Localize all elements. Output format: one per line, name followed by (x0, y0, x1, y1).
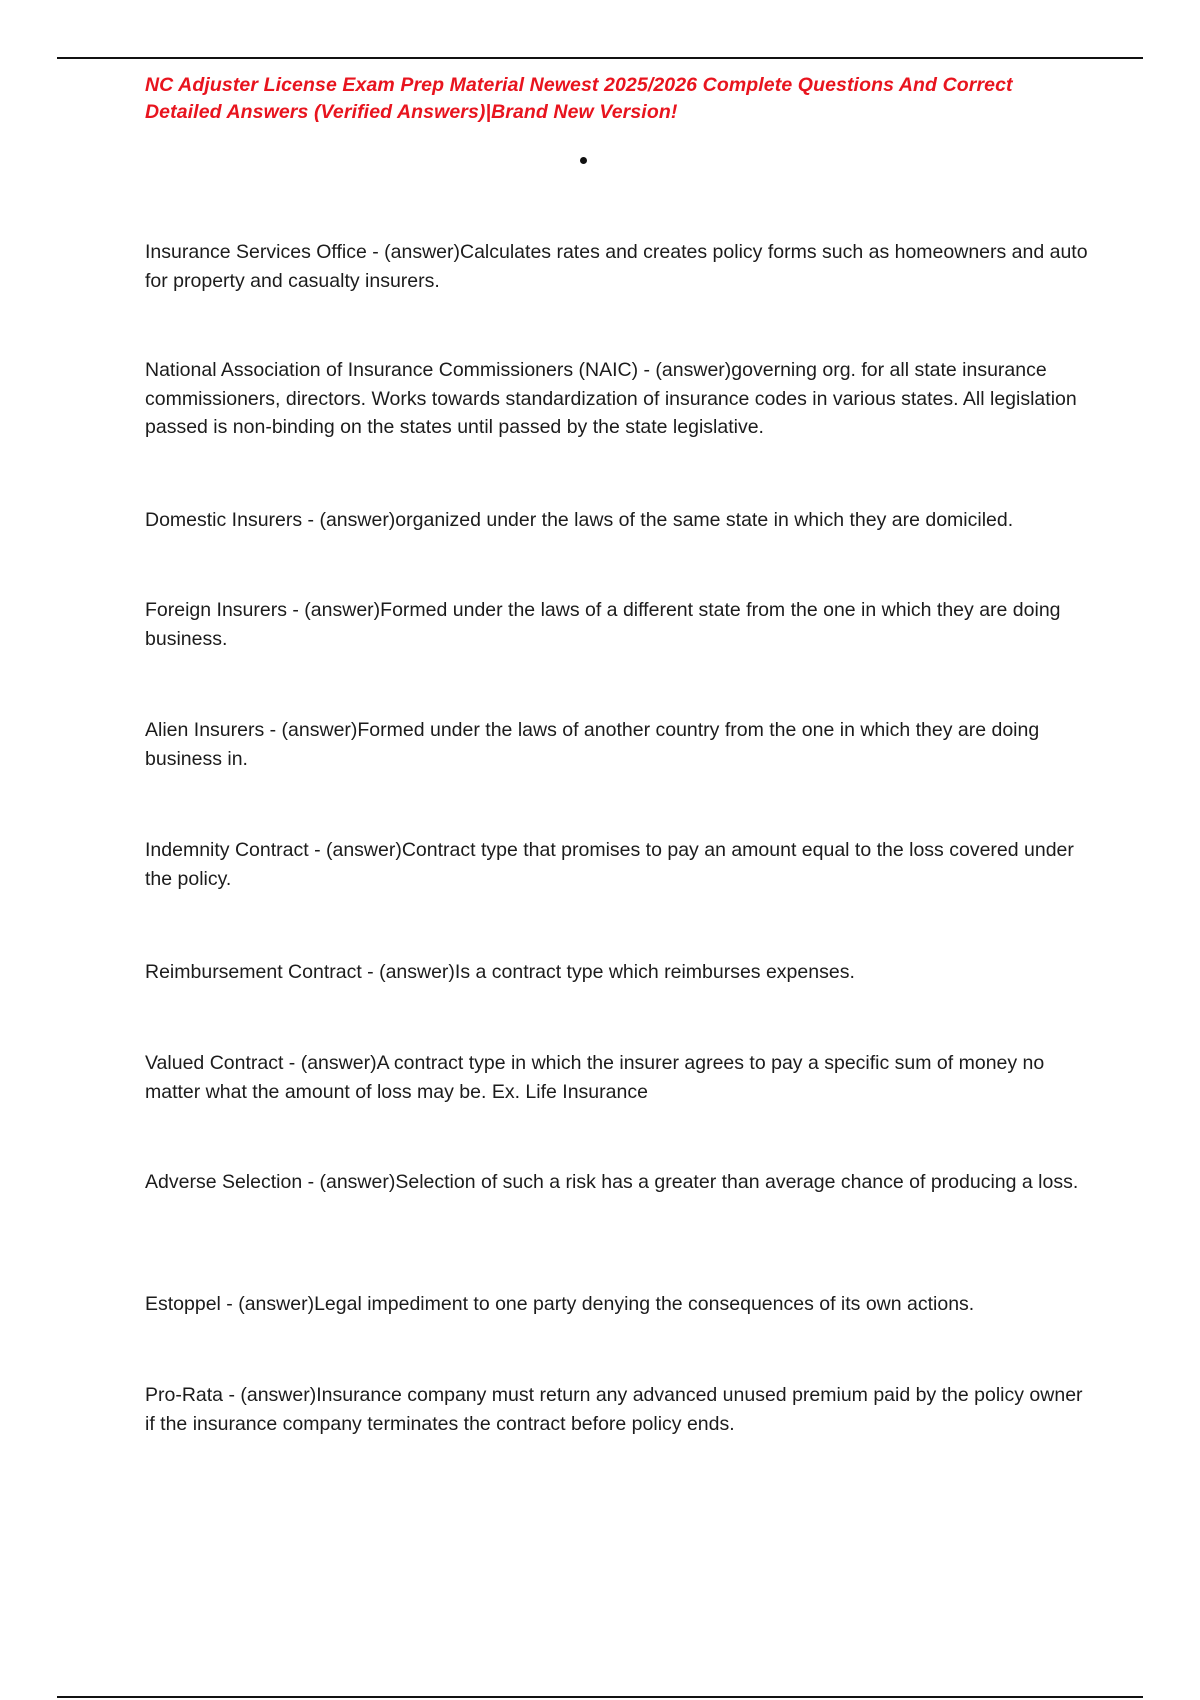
entry-indemnity-contract: Indemnity Contract - (answer)Contract type that promises to pay an amount equal to the loss covered under the policy. (145, 839, 1074, 890)
entry-domestic-insurers: Domestic Insurers - (answer)organized under the laws of the same state in which they are domiciled. (145, 509, 1014, 531)
entry-valued-contract: Valued Contract - (answer)A contract type in which the insurer agrees to pay a specific sum of money no matter what the amount of loss may be. Ex. Life Insurance (145, 1052, 1045, 1103)
entry-adverse-selection: Adverse Selection - (answer)Selection of such a risk has a greater than average chance of producing a loss. (145, 1171, 1079, 1193)
bottom-divider (57, 1696, 1143, 1698)
top-divider (57, 57, 1143, 59)
document-title: NC Adjuster License Exam Prep Material Newest 2025/2026 Complete Questions And Correct Detailed Answers (Verified Answers)|Brand New Version! (145, 74, 1013, 123)
entry-insurance-services-office: Insurance Services Office - (answer)Calculates rates and creates policy forms such as homeowners and auto for property and casualty insurers. (145, 241, 1088, 292)
bullet-point (580, 157, 587, 164)
entry-naic: National Association of Insurance Commissioners (NAIC) - (answer)governing org. for all state insurance commissioners, directors. Works towards standardization of insurance codes in various states. All legislation passed is non-binding on the states until passed by the state legislative. (145, 359, 1077, 438)
entry-foreign-insurers: Foreign Insurers - (answer)Formed under the laws of a different state from the one in which they are doing business. (145, 599, 1061, 650)
entry-estoppel: Estoppel - (answer)Legal impediment to one party denying the consequences of its own actions. (145, 1293, 975, 1315)
entry-reimbursement-contract: Reimbursement Contract - (answer)Is a contract type which reimburses expenses. (145, 961, 855, 983)
entry-pro-rata: Pro-Rata - (answer)Insurance company must return any advanced unused premium paid by the policy owner if the insurance company terminates the contract before policy ends. (145, 1384, 1083, 1435)
entry-alien-insurers: Alien Insurers - (answer)Formed under the laws of another country from the one in which they are doing business in. (145, 719, 1040, 770)
